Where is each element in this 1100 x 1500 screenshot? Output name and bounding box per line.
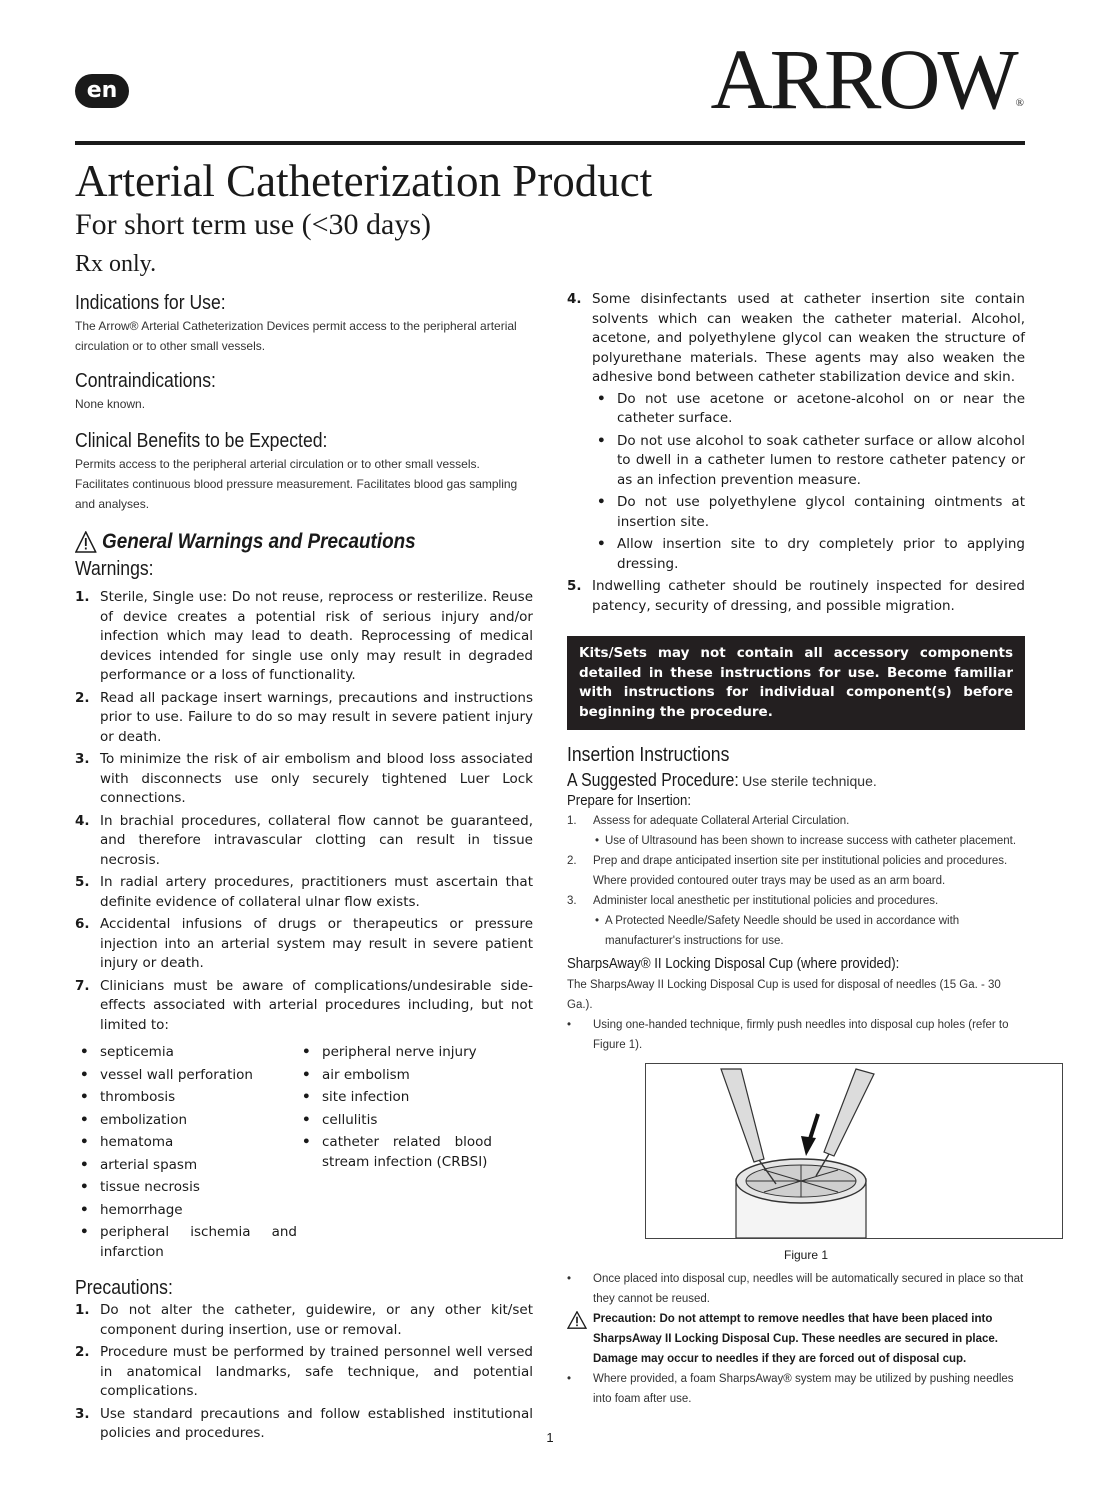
benefits-text: Permits access to the peripheral arterial circulation or to other small vessels. Facilitates continuous blood pressure measurement. Facilitates blood gas sampling and analyses.: [75, 457, 518, 511]
page-number: 1: [546, 1430, 554, 1445]
header-rule: [75, 141, 1025, 145]
warning-triangle-icon: [567, 1311, 587, 1329]
list-item: • Do not use polyethylene glycol containing ointments at insertion site.: [592, 493, 1025, 532]
list-item: • thrombosis: [75, 1088, 297, 1108]
prepare-heading: Prepare for Insertion:: [567, 792, 691, 809]
list-item: 4. Some disinfectants used at catheter insertion site contain solvents which can weaken the catheter material. Alcohol, acetone, and polyethylene glycol can weaken the structure of polyurethane materials. These agents may also weaken the adhesive bond between catheter stabilization device and skin. • Do not use acetone or acetone-alcohol on or near the catheter surface. • Do not use alcohol to soak catheter surface or allow alcohol to dwell in a catheter lumen to restore catheter patency or as an infection prevention measure. • Do not use polyethylene glycol containing ointments at insertion site. • Allow insertion site to dry completely prior to applying dressing.: [567, 290, 1025, 574]
list-item: 1. Assess for adequate Collateral Arterial Circulation.: [567, 815, 850, 827]
list-item: • catheter related blood stream infection (CRBSI): [297, 1133, 492, 1172]
list-item: • hematoma: [75, 1133, 297, 1153]
list-item: 7. Clinicians must be aware of complications/undesirable side-effects associated with arterial procedures including, but not limited to:: [75, 977, 533, 1033]
list-item: 4. In brachial procedures, collateral flow cannot be guaranteed, and therefore intravascular clotting can result in tissue necrosis.: [75, 812, 533, 868]
rx-only: Rx only.: [75, 251, 157, 277]
complications-col-b: [297, 1043, 492, 1265]
kits-notice-box: Kits/Sets may not contain all accessory components detailed in these instructions for use. Become familiar with instructions for individual component(s) before beginning the procedure.: [567, 636, 1025, 730]
sharps-bullet: • Using one-handed technique, firmly push needles into disposal cup holes (refer to Figure 1).: [567, 1019, 1009, 1051]
arrow-logo: [710, 31, 1024, 148]
logo-text: ARROW: [710, 31, 1016, 127]
list-item: • vessel wall perforation: [75, 1066, 297, 1086]
list-item: 1. Do not alter the catheter, guidewire, or any other kit/set component during insertion, use or removal.: [75, 1302, 533, 1338]
page-title: Arterial Catheterization Product: [75, 156, 653, 206]
page-subtitle: For short term use (<30 days): [75, 208, 432, 241]
list-item: 5. In radial artery procedures, practitioners must ascertain that definite evidence of collateral ulnar flow exists.: [75, 874, 533, 910]
indications-heading: Indications for Use:: [75, 292, 226, 314]
after-bullet-2: • Where provided, a foam SharpsAway® system may be utilized by pushing needles into foam after use.: [567, 1373, 1014, 1405]
list-item: 3. To minimize the risk of air embolism and blood loss associated with disconnects use only securely tightened Luer Lock connections.: [75, 751, 533, 806]
list-item: • cellulitis: [297, 1111, 492, 1131]
sharps-heading: SharpsAway® II Locking Disposal Cup (where provided):: [567, 955, 900, 972]
complications-col-a: [75, 1043, 297, 1265]
list-item: 1. Sterile, Single use: Do not reuse, reprocess or resterilize. Reuse of device creates a potential risk of serious injury and/or infection which may lead to death. Reprocessing of medical devices intended for single use only may result in degraded performance or a loss of functionality.: [75, 589, 533, 683]
warning-triangle-icon: [75, 531, 97, 553]
list-item: • air embolism: [297, 1066, 492, 1086]
after-bullet-1: • Once placed into disposal cup, needles will be automatically secured in place so that they cannot be reused.: [567, 1273, 1024, 1305]
list-item: 2. Procedure must be performed by trained personnel well versed in anatomical landmarks, safe technique, and potential complications.: [75, 1344, 533, 1399]
left-column: [75, 290, 533, 1447]
general-warnings-heading: [75, 528, 487, 556]
complications-list: [75, 1043, 533, 1265]
warnings-list-continued: [567, 290, 1025, 616]
list-item: 2. Prep and drape anticipated insertion site per institutional policies and procedures. Where provided contoured outer trays may be used as an arm board.: [567, 855, 1008, 887]
suggested-sub: Use sterile technique.: [742, 773, 877, 789]
warnings-list: [75, 588, 533, 1035]
registered-mark: ®: [1015, 97, 1024, 109]
list-item: • embolization: [75, 1111, 297, 1131]
general-warnings-title: General Warnings and Precautions: [102, 530, 416, 553]
list-item: • peripheral ischemia and infarction: [75, 1223, 297, 1262]
list-item: • peripheral nerve injury: [297, 1043, 492, 1063]
right-column: [567, 290, 1025, 1409]
list-item: • arterial spasm: [75, 1156, 297, 1176]
suggested-heading: A Suggested Procedure:: [567, 770, 739, 790]
list-item: 2. Read all package insert warnings, precautions and instructions prior to use. Failure to do so may result in severe patient injury or death.: [75, 689, 533, 745]
indications-text: The Arrow® Arterial Catheterization Devices permit access to the peripheral arterial circulation or to other small vessels.: [75, 319, 517, 353]
list-item: • septicemia: [75, 1043, 297, 1063]
contraindications-heading: Contraindications:: [75, 370, 216, 392]
figure-caption: Figure 1: [783, 1248, 829, 1262]
figure-1-illustration: [645, 1063, 1063, 1239]
list-item: 3. Administer local anesthetic per institutional policies and procedures.: [567, 895, 939, 907]
list-item: • Do not use alcohol to soak catheter surface or allow alcohol to dwell in a catheter lumen to restore catheter patency or as an infection prevention measure.: [592, 432, 1025, 491]
contraindications-text: None known.: [75, 397, 146, 411]
benefits-heading: Clinical Benefits to be Expected:: [75, 430, 328, 452]
precautions-heading: Precautions:: [75, 1277, 173, 1299]
disposal-cup-icon: [646, 1064, 1062, 1238]
sharps-precaution: Precaution: Do not attempt to remove needles that have been placed into SharpsAway II Locking Disposal Cup. These needles are secured in place. Damage may occur to needles if they are forced out of disposal cup.: [567, 1309, 1025, 1369]
disinfectant-bullets: [592, 390, 1025, 575]
list-item: 5. Indwelling catheter should be routinely inspected for desired patency, security of dressing, and possible migration.: [567, 578, 1025, 614]
list-item: • site infection: [297, 1088, 492, 1108]
list-item: • hemorrhage: [75, 1201, 297, 1221]
list-item: • tissue necrosis: [75, 1178, 297, 1198]
list-item: • Do not use acetone or acetone-alcohol on or near the catheter surface.: [592, 390, 1025, 429]
insertion-heading: Insertion Instructions: [567, 744, 730, 766]
list-item: • Allow insertion site to dry completely prior to applying dressing.: [592, 535, 1025, 574]
list-item: • Use of Ultrasound has been shown to increase success with catheter placement.: [595, 835, 1017, 847]
list-item: • A Protected Needle/Safety Needle should be used in accordance with manufacturer's instructions for use.: [595, 915, 960, 947]
language-badge: en: [75, 74, 129, 108]
precautions-list: [75, 1301, 533, 1444]
list-item: 3. Use standard precautions and follow established institutional policies and procedures.: [75, 1405, 533, 1441]
prepare-steps: [567, 811, 1025, 951]
list-item: 6. Accidental infusions of drugs or therapeutics or pressure injection into an arterial system may result in severe patient injury or death.: [75, 916, 533, 971]
warnings-heading: Warnings:: [75, 558, 154, 580]
suggested-procedure: [567, 770, 1025, 791]
sharps-text: The SharpsAway II Locking Disposal Cup is used for disposal of needles (15 Ga. - 30 Ga.).: [567, 979, 1001, 1011]
